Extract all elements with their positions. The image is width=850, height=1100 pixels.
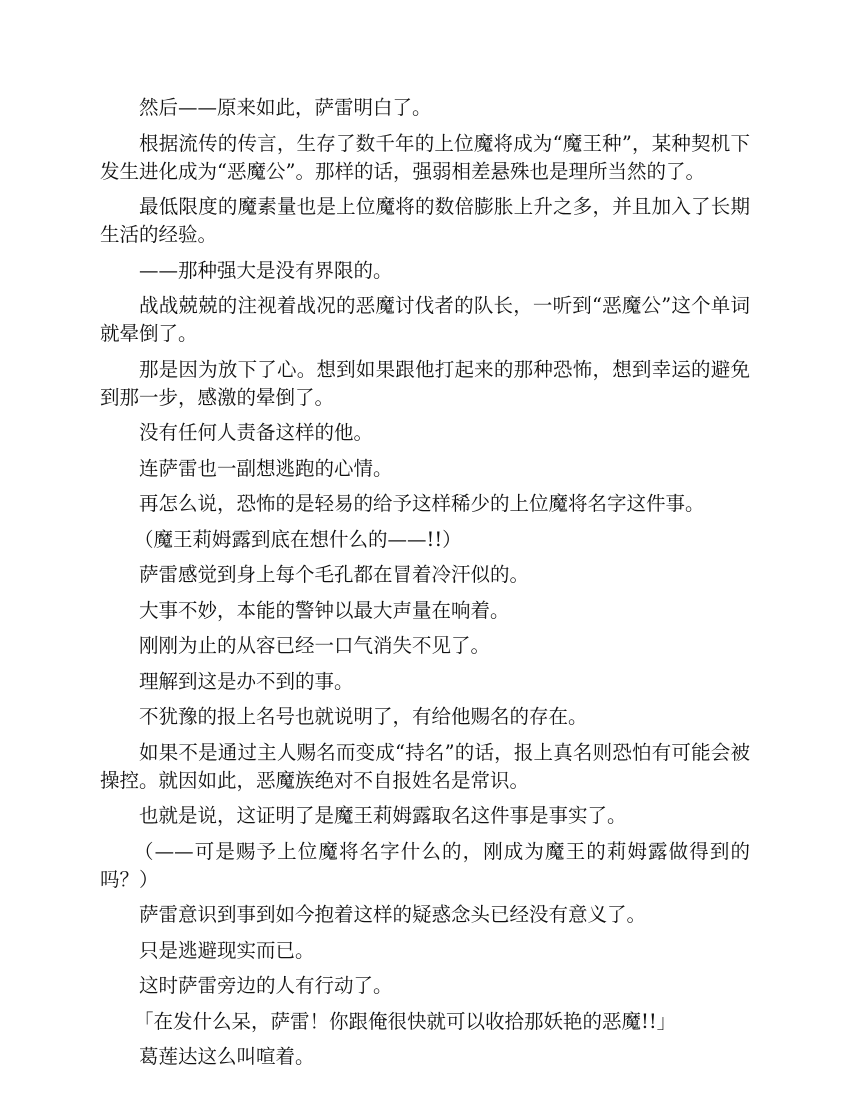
paragraph: ——那种强大是没有界限的。	[139, 258, 393, 282]
paragraph: 然后——原来如此，萨雷明白了。	[139, 96, 432, 119]
document-body	[100, 94, 750, 1079]
paragraph: 刚刚为止的从容已经一口气消失不见了。	[139, 634, 491, 657]
paragraph: 没有任何人责备这样的他。	[139, 421, 374, 444]
paragraph: 根据流传的传言，生存了数千年的上位魔将成为“魔王种”，某种契机下发生进化成为“恶魔公”。那样的话，强弱相差悬殊也是理所当然的了。	[100, 131, 750, 183]
paragraph: 最低限度的魔素量也是上位魔将的数倍膨胀上升之多，并且加入了长期生活的经验。	[100, 195, 750, 246]
paragraph: 再怎么说，恐怖的是轻易的给予这样稀少的上位魔将名字这件事。	[139, 492, 705, 515]
paragraph: 只是逃避现实而已。	[139, 938, 315, 962]
paragraph: 战战兢兢的注视着战况的恶魔讨伐者的队长，一听到“恶魔公”这个单词就晕倒了。	[100, 294, 750, 345]
paragraph: 也就是说，这证明了是魔王莉姆露取名这件事是事实了。	[139, 804, 627, 827]
paragraph: 这时萨雷旁边的人有行动了。	[139, 974, 393, 997]
paragraph: 不犹豫的报上名号也就说明了，有给他赐名的存在。	[139, 705, 588, 728]
paragraph: 葛莲达这么叫喧着。	[139, 1045, 315, 1068]
paragraph-inner-thought: （魔王莉姆露到底在想什么的——!!）	[134, 527, 462, 551]
paragraph: 连萨雷也一副想逃跑的心情。	[139, 456, 393, 480]
paragraph-dialogue: 「在发什么呆，萨雷！你跟俺很快就可以收拾那妖艳的恶魔!!」	[134, 1009, 677, 1033]
paragraph: 那是因为放下了心。想到如果跟他打起来的那种恐怖，想到幸运的避免到那一步，感激的晕倒了。	[100, 357, 750, 409]
paragraph: 如果不是通过主人赐名而变成“持名”的话，报上真名则恐怕有可能会被操控。就因如此，恶魔族绝对不自报姓名是常识。	[100, 740, 750, 792]
paragraph: 萨雷感觉到身上每个毛孔都在冒着冷汗似的。	[139, 563, 530, 586]
paragraph: 理解到这是办不到的事。	[139, 669, 354, 693]
paragraph-inner-thought: （——可是赐予上位魔将名字什么的，刚成为魔王的莉姆露做得到的吗？）	[100, 839, 750, 891]
paragraph: 大事不妙，本能的警钟以最大声量在响着。	[139, 598, 510, 622]
paragraph: 萨雷意识到事到如今抱着这样的疑惑念头已经没有意义了。	[139, 903, 647, 926]
